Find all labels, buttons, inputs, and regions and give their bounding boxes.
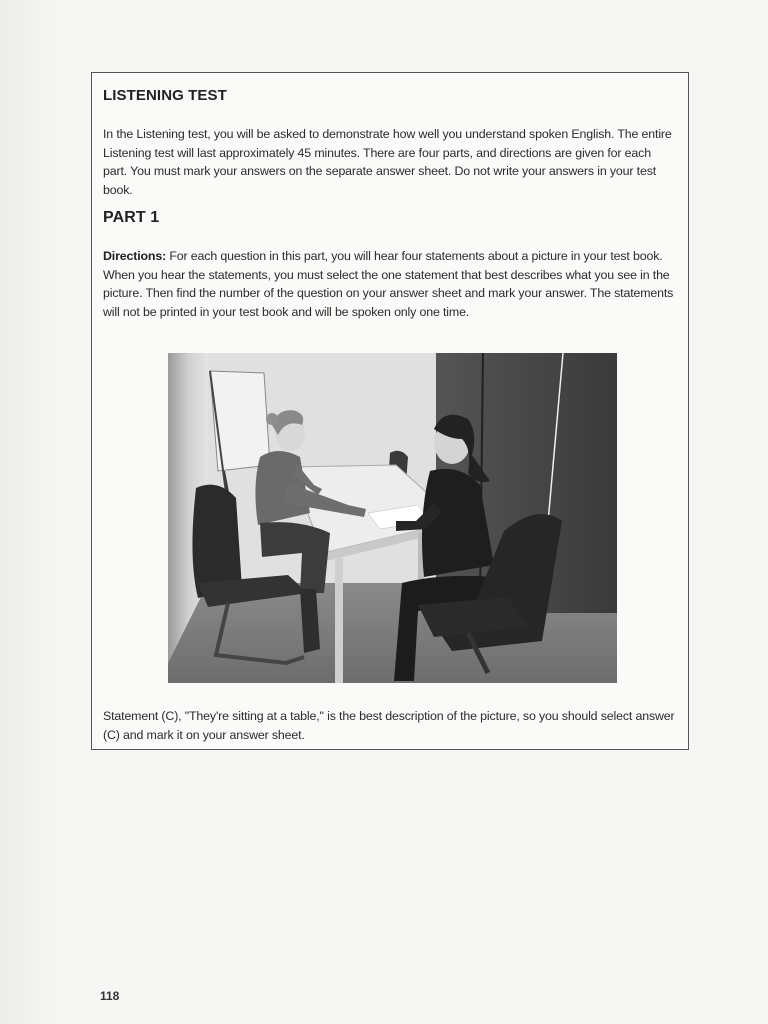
directions-text: For each question in this part, you will hear four statements about a picture in your test book. When you hear the statements, you must select the one statement that best describes what you see in the picture. Then find the number of the question on your answer sheet and mark your answer. The statements will not be printed in your test book and will be spoken only one time.: [103, 249, 674, 319]
statement-paragraph: Statement (C), "They're sitting at a table," is the best description of the picture, so you should select answer (C) and mark it on your answer sheet.: [103, 709, 675, 742]
section-title: LISTENING TEST: [103, 87, 227, 104]
listening-test-box: [91, 72, 689, 750]
page-number: 118: [100, 989, 120, 1003]
page-edge-shadow: [0, 0, 60, 1024]
example-photo: [168, 353, 617, 683]
directions-label: Directions:: [103, 249, 167, 263]
office-meeting-photo: [168, 353, 617, 683]
part-title: PART 1: [103, 209, 160, 226]
directions-paragraph: [103, 247, 678, 321]
intro-paragraph: In the Listening test, you will be asked to demonstrate how well you understand spoken English. The entire Listening test will last approximately 45 minutes. There are four parts, and directions are given for each part. You must mark your answers on the separate answer sheet. Do not write your answers in your test book.: [103, 127, 672, 197]
